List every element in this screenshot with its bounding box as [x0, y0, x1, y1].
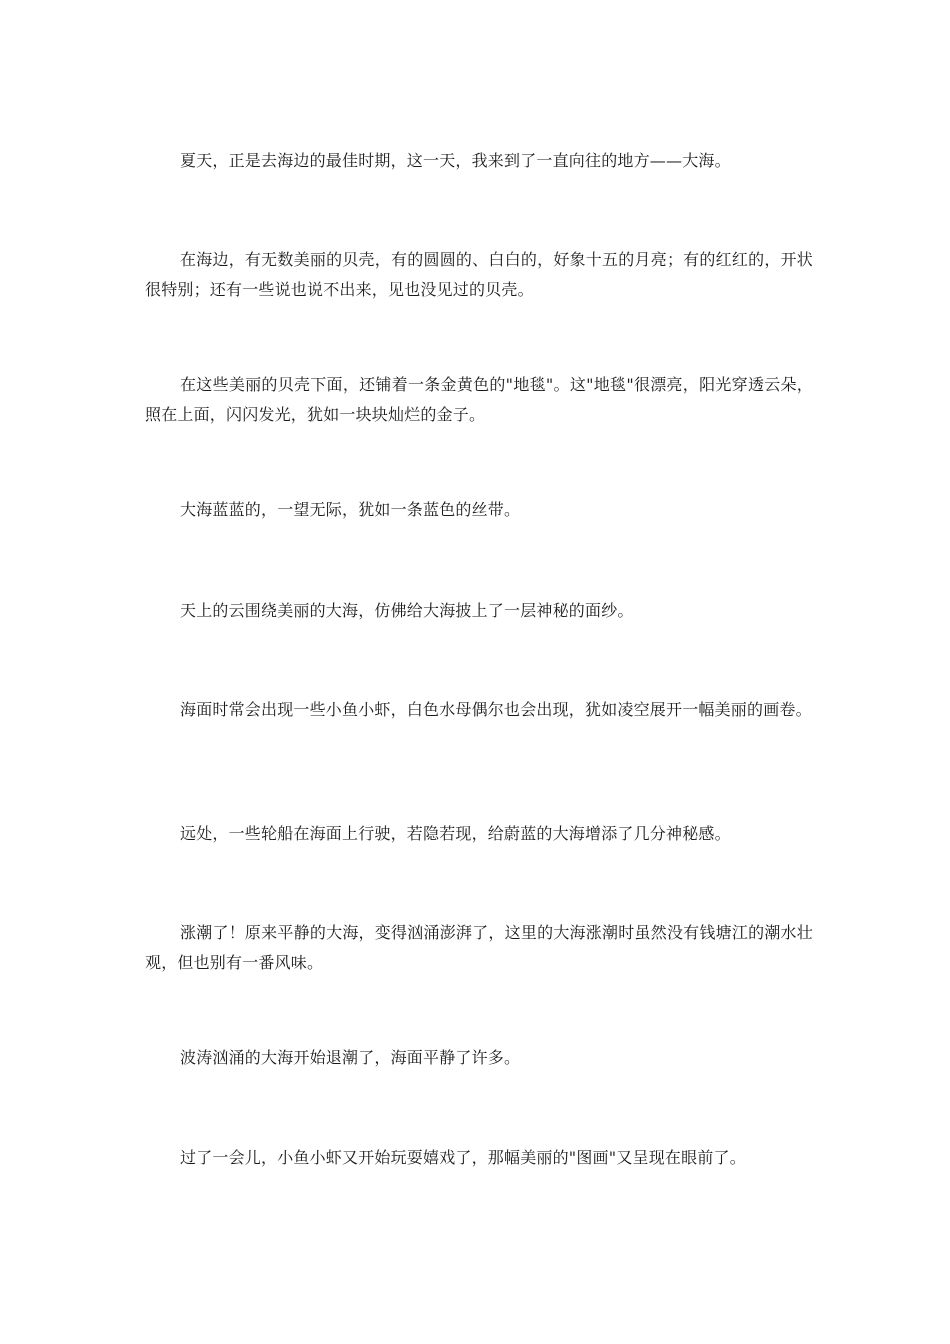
paragraph-summer-beach: 夏天，正是去海边的最佳时期，这一天，我来到了一直向往的地方——大海。 — [180, 151, 731, 170]
paragraph-ebb-tide: 波涛汹涌的大海开始退潮了，海面平静了许多。 — [180, 1048, 521, 1067]
paragraph-sea-creatures: 海面时常会出现一些小鱼小虾，白色水母偶尔也会出现，犹如凌空展开一幅美丽的画卷。 — [180, 700, 812, 719]
paragraph-closing: 过了一会儿，小鱼小虾又开始玩耍嬉戏了，那幅美丽的"图画"又呈现在眼前了。 — [180, 1148, 746, 1167]
paragraph-ships: 远处，一些轮船在海面上行驶，若隐若现，给蔚蓝的大海增添了几分神秘感。 — [180, 824, 731, 843]
paragraph-blue-sea: 大海蓝蓝的，一望无际，犹如一条蓝色的丝带。 — [180, 500, 521, 519]
paragraph-golden-sand: 在这些美丽的贝壳下面，还铺着一条金黄色的"地毯"。这"地毯"很漂亮，阳光穿透云朵，照在上面，闪闪发光，犹如一块块灿烂的金子。 — [145, 375, 813, 424]
paragraph-clouds: 天上的云围绕美丽的大海，仿佛给大海披上了一层神秘的面纱。 — [180, 601, 634, 620]
paragraph-seashells: 在海边，有无数美丽的贝壳，有的圆圆的、白白的，好象十五的月亮；有的红红的，开状很特别；还有一些说也说不出来，见也没见过的贝壳。 — [145, 250, 813, 299]
paragraph-high-tide: 涨潮了！原来平静的大海，变得汹涌澎湃了，这里的大海涨潮时虽然没有钱塘江的潮水壮观，但也别有一番风味。 — [145, 923, 813, 972]
